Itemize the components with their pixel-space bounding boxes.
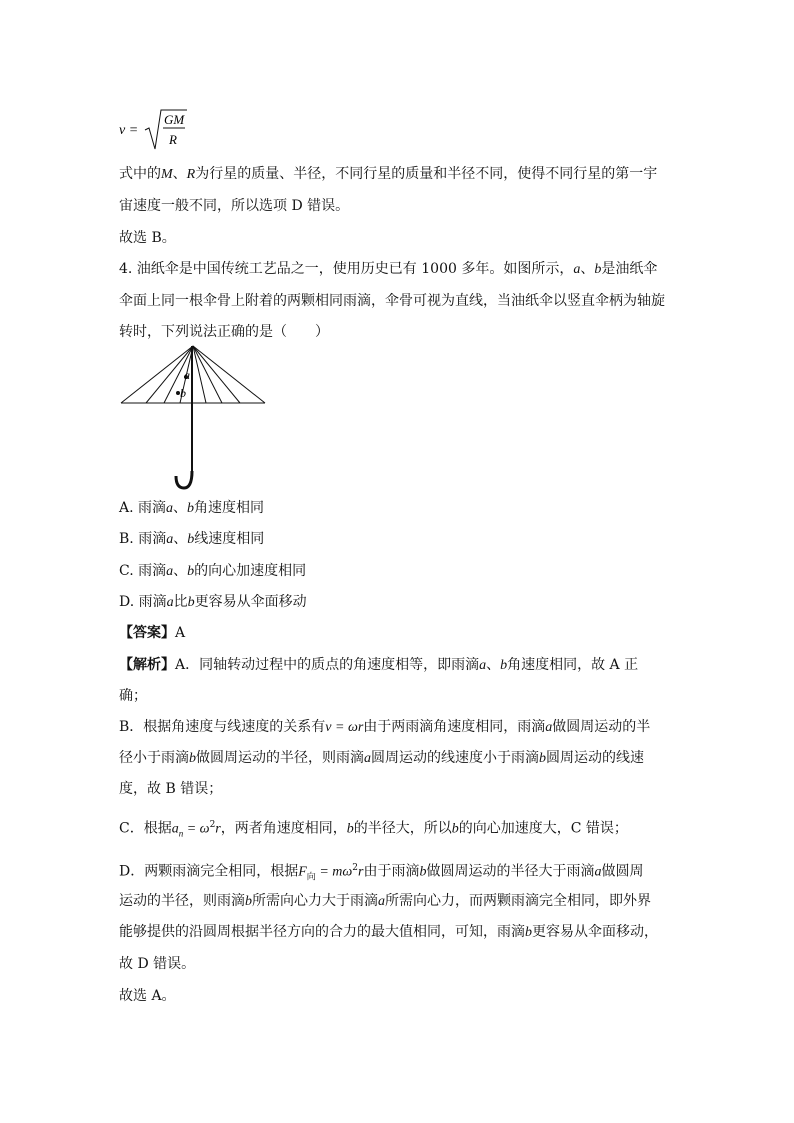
formula-lhs: v =: [119, 123, 139, 138]
analysis-line: 故 D 错误。: [119, 956, 196, 972]
analysis-line: 径小于雨滴b做圆周运动的半径，则雨滴a圆周运动的线速度小于雨滴b圆周运动的线速: [119, 750, 644, 766]
umbrella-figure: [118, 343, 268, 493]
answer-tag: 【答案】: [119, 625, 175, 641]
text-line: 故选 B。: [119, 230, 176, 246]
question-4-line: 转时，下列说法正确的是（ ）: [119, 324, 329, 340]
answer-line: [119, 623, 185, 643]
option-d: D. 雨滴a比b更容易从伞面移动: [119, 594, 307, 610]
formula-numerator: GM: [164, 112, 185, 127]
analysis-line: 运动的半径，则雨滴b所需向心力大于雨滴a所需向心力，而两颗雨滴完全相同，即外界: [119, 893, 651, 909]
label-b: b: [180, 386, 186, 400]
analysis-line: 确；: [119, 688, 147, 704]
question-4-line: 伞面上同一根伞骨上附着的两颗相同雨滴，伞骨可视为直线，当油纸伞以竖直伞柄为轴旋: [119, 293, 665, 309]
answer-value: A: [175, 625, 186, 641]
question-4-line: 4. 油纸伞是中国传统工艺品之一，使用历史已有 1000 多年。如图所示，a、b是油纸伞: [119, 261, 658, 277]
analysis-line: 【解析】A．同轴转动过程中的质点的角速度相等，即雨滴a、b角速度相同，故 A 正: [119, 657, 639, 673]
option-c: C. 雨滴a、b的向心加速度相同: [119, 563, 307, 579]
analysis-line: C．根据$a_n = \omega^2r$，两者角速度相同，b的半径大，所以b的向心加速度大，C 错误；: [119, 820, 628, 839]
text-line: 式中的M、R为行星的质量、半径，不同行星的质量和半径不同，使得不同行星的第一宇: [119, 166, 658, 182]
option-b: B. 雨滴a、b线速度相同: [119, 531, 265, 547]
analysis-line: D．两颗雨滴完全相同，根据$F_向 = m\omega^2r$由于雨滴b做圆周运动的半径大于雨滴a做圆周: [119, 863, 644, 883]
formula-denominator: R: [169, 132, 177, 147]
text-line: 宙速度一般不同，所以选项 D 错误。: [119, 198, 350, 214]
label-a: a: [184, 368, 190, 382]
final-answer-line: 故选 A。: [119, 988, 176, 1004]
analysis-line: 能够提供的沿圆周根据半径方向的合力的最大值相同，可知，雨滴b更容易从伞面移动，: [119, 924, 658, 940]
analysis-tag: 【解析】: [119, 657, 175, 673]
option-a: A. 雨滴a、b角速度相同: [119, 500, 265, 516]
formula-escape-velocity: [119, 104, 199, 154]
analysis-line: B．根据角速度与线速度的关系有v = ωr由于两雨滴角速度相同，雨滴a做圆周运动的半: [119, 719, 651, 735]
analysis-line: 度，故 B 错误；: [119, 781, 223, 797]
